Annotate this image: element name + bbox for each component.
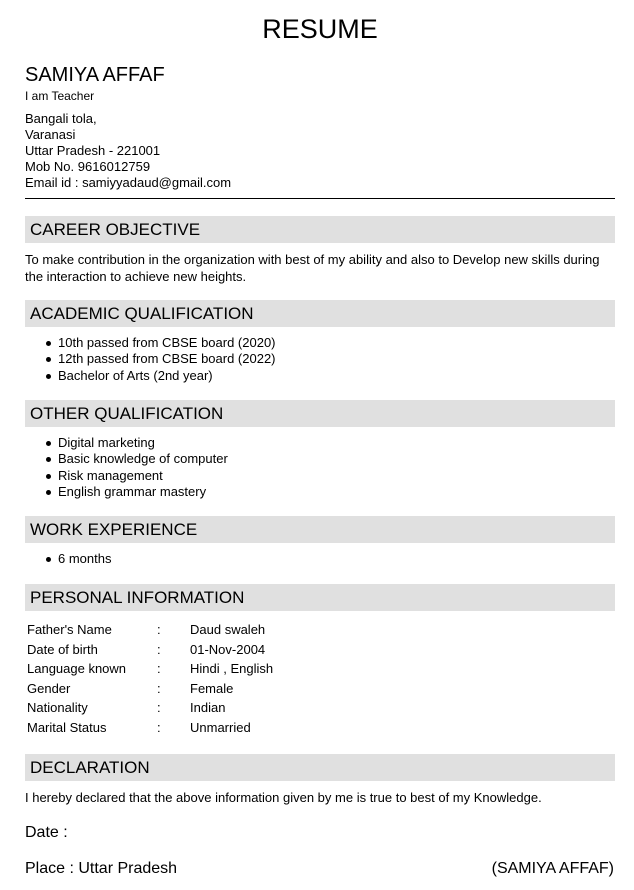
table-row (27, 679, 427, 699)
fathers-name-label: Father's Name (27, 622, 112, 637)
list-item: Risk management (25, 468, 615, 484)
date-of-birth-value: 01-Nov-2004 (190, 641, 266, 657)
personal-information-table (27, 620, 427, 738)
table-row (27, 620, 427, 640)
other-qualification-list (25, 435, 615, 500)
contact-block (25, 111, 231, 191)
field-separator: : (157, 700, 161, 716)
address-city: Varanasi (25, 127, 76, 142)
list-item: Digital marketing (25, 435, 615, 451)
date-label: Date : (25, 824, 68, 841)
nationality-label: Nationality (27, 700, 88, 716)
gender-value: Female (190, 680, 234, 696)
language-known-value: Hindi , English (190, 661, 274, 677)
work-experience-list (25, 551, 615, 567)
declaration-heading: DECLARATION (25, 754, 615, 781)
list-item: English grammar mastery (25, 484, 615, 500)
nationality-value: Indian (190, 700, 226, 716)
list-item: 6 months (25, 551, 615, 567)
gender-label: Gender (27, 680, 71, 696)
table-row (27, 698, 427, 718)
address-state: Uttar Pradesh - 221001 (25, 143, 161, 158)
other-qualification-heading: OTHER QUALIFICATION (25, 400, 615, 427)
marital-status-label: Marital Status (27, 719, 107, 735)
mobile-number: Mob No. 9616012759 (25, 159, 151, 174)
table-row (27, 640, 427, 660)
signature-name: (SAMIYA AFFAF) (491, 860, 614, 877)
personal-information-heading: PERSONAL INFORMATION (25, 584, 615, 611)
language-known-label: Language known (27, 661, 127, 677)
date-of-birth-label: Date of birth (27, 641, 98, 657)
header-divider (25, 198, 615, 199)
declaration-text: I hereby declared that the above information given by me is true to best of my Knowledge. (25, 790, 542, 805)
career-objective-text: To make contribution in the organization with best of my ability and also to Develop new skills during the interaction to achieve new heights. (25, 252, 600, 284)
table-row (27, 659, 427, 679)
list-item: Basic knowledge of computer (25, 451, 615, 467)
place-label: Place : Uttar Pradesh (25, 860, 178, 877)
academic-qualification-heading: ACADEMIC QUALIFICATION (25, 300, 615, 327)
field-separator: : (157, 622, 161, 637)
field-separator: : (157, 641, 161, 657)
field-separator: : (157, 719, 161, 735)
career-objective-heading: CAREER OBJECTIVE (25, 216, 615, 243)
academic-qualification-list (25, 335, 615, 384)
list-item: Bachelor of Arts (2nd year) (25, 368, 615, 384)
document-title: RESUME (262, 14, 378, 44)
address-street: Bangali tola, (25, 111, 97, 126)
candidate-tagline: I am Teacher (25, 89, 95, 103)
candidate-name: SAMIYA AFFAF (25, 64, 165, 86)
email-address: Email id : samiyyadaud@gmail.com (25, 175, 232, 190)
table-row (27, 718, 427, 738)
work-experience-heading: WORK EXPERIENCE (25, 516, 615, 543)
list-item: 10th passed from CBSE board (2020) (25, 335, 615, 351)
field-separator: : (157, 661, 161, 677)
fathers-name-value: Daud swaleh (190, 622, 266, 637)
list-item: 12th passed from CBSE board (2022) (25, 351, 615, 367)
field-separator: : (157, 680, 161, 696)
marital-status-value: Unmarried (190, 719, 251, 735)
